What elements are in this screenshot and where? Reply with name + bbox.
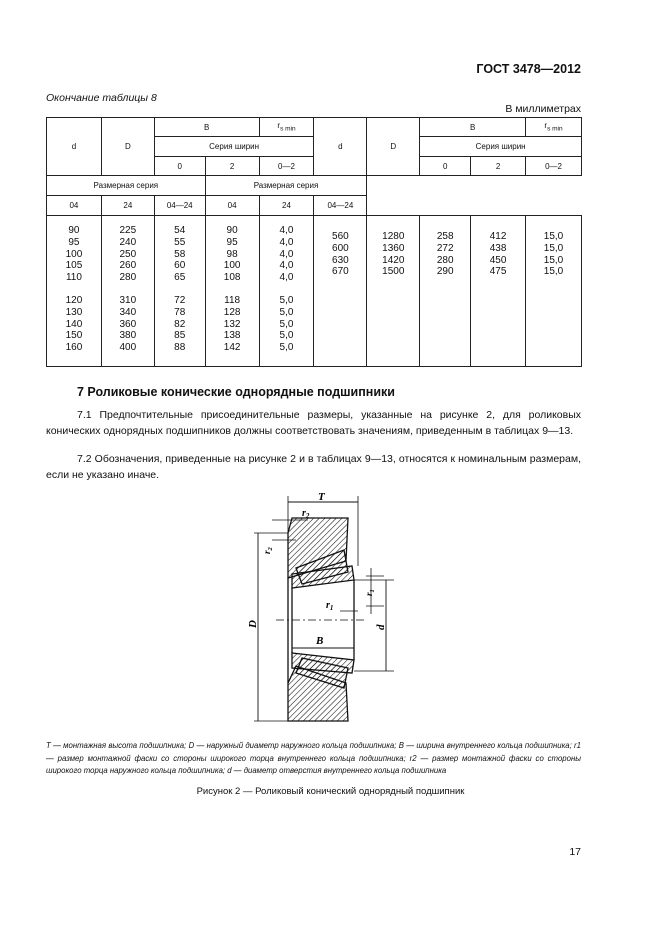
right-col-d bbox=[367, 216, 420, 367]
cell-value: 438 bbox=[489, 242, 507, 254]
cell-value: 400 bbox=[119, 342, 137, 354]
cell-value: 272 bbox=[436, 242, 454, 254]
cell-value: 560 bbox=[332, 231, 349, 242]
paragraph-7-2: 7.2 Обозначения, приведенные на рисунке 2 и в таблицах 9—13, относятся к номинальным размерам, если не указано иначе. bbox=[46, 453, 581, 481]
cell-value: 128 bbox=[223, 306, 241, 318]
section-title: 7 Роликовые конические однорядные подшипники bbox=[77, 385, 395, 399]
paragraph-7-1: 7.1 Предпочтительные присоединительные размеры, указанные на рисунке 2, для роликовых конических однорядных подшипников должны соответствовать значениям, приведенным в таблицах 9—13. bbox=[46, 409, 581, 437]
cell-value: 340 bbox=[119, 306, 137, 318]
label-B: B bbox=[316, 635, 324, 647]
label-d: d bbox=[375, 624, 387, 630]
cell-value: 4,0 bbox=[279, 236, 294, 248]
cell-value: 250 bbox=[119, 248, 137, 260]
label-r2: $r_2$ bbox=[302, 508, 310, 520]
cell-value: 120 bbox=[65, 294, 83, 306]
width-2-right: 2 bbox=[471, 157, 526, 176]
header-B-right: B bbox=[420, 118, 526, 137]
dim-series-1: 24 bbox=[101, 196, 154, 216]
cell-value: 240 bbox=[119, 236, 137, 248]
cell-value: 118 bbox=[224, 294, 241, 306]
cell-value: 98 bbox=[226, 248, 238, 260]
header-d: d bbox=[47, 118, 102, 176]
header-dim-series-right: Размерная серия bbox=[205, 176, 367, 196]
cell-value: 150 bbox=[65, 330, 83, 342]
cell-value: 142 bbox=[223, 342, 241, 354]
cell-value: 82 bbox=[174, 318, 186, 330]
header-dim-series: Размерная серия bbox=[47, 176, 206, 196]
cell-value: 72 bbox=[174, 294, 186, 306]
cell-value: 100 bbox=[223, 260, 241, 272]
cell-value: 1420 bbox=[382, 254, 405, 266]
cell-value: 15,0 bbox=[543, 266, 564, 278]
tapered-roller-bearing-drawing bbox=[236, 488, 406, 728]
header-rs-min-right: $r_{s min}$ bbox=[526, 118, 582, 137]
cell-value: 280 bbox=[119, 272, 137, 284]
label-r1: $r_1$ bbox=[326, 600, 334, 612]
document-code: ГОСТ 3478—2012 bbox=[476, 62, 581, 76]
cell-value: 5,0 bbox=[279, 330, 294, 342]
right-col-b04 bbox=[420, 216, 471, 367]
table-continuation-caption: Окончание таблицы 8 bbox=[46, 92, 157, 104]
cell-value: 258 bbox=[436, 231, 454, 242]
right-col-d bbox=[314, 216, 367, 367]
cell-value: 1280 bbox=[382, 231, 405, 242]
cell-value: 132 bbox=[223, 318, 241, 330]
dimensions-table bbox=[46, 117, 582, 367]
cell-value: 78 bbox=[174, 306, 186, 318]
cell-value: 160 bbox=[65, 342, 83, 354]
cell-value: 95 bbox=[68, 236, 80, 248]
cell-value: 85 bbox=[174, 330, 186, 342]
dim-series-right-1: 24 bbox=[259, 196, 314, 216]
cell-value: 105 bbox=[65, 260, 83, 272]
cell-value: 4,0 bbox=[279, 272, 294, 284]
cell-value: 58 bbox=[174, 248, 186, 260]
cell-value: 5,0 bbox=[279, 342, 294, 354]
cell-value: 290 bbox=[436, 266, 454, 278]
cell-value: 412 bbox=[489, 231, 507, 242]
cell-value: 260 bbox=[119, 260, 137, 272]
cell-value: 380 bbox=[119, 330, 137, 342]
cell-value: 60 bbox=[174, 260, 186, 272]
left-col-b04 bbox=[154, 216, 205, 367]
cell-value: 1360 bbox=[382, 242, 405, 254]
width-2: 2 bbox=[205, 157, 259, 176]
cell-value: 15,0 bbox=[543, 231, 564, 242]
header-width-series: Серия ширин bbox=[154, 137, 314, 157]
figure-caption: Рисунок 2 — Роликовый конический однорядный подшипник bbox=[196, 786, 465, 797]
left-col-b24 bbox=[205, 216, 259, 367]
cell-value: 5,0 bbox=[279, 294, 294, 306]
cell-value: 670 bbox=[332, 266, 349, 278]
right-col-b24 bbox=[471, 216, 526, 367]
cell-value: 95 bbox=[226, 236, 238, 248]
cell-value: 280 bbox=[436, 254, 454, 266]
cell-value: 600 bbox=[332, 242, 349, 254]
dim-series-right-0: 04 bbox=[205, 196, 259, 216]
header-rs-min: $r_{s min}$ bbox=[259, 118, 314, 137]
cell-value: 88 bbox=[174, 342, 186, 354]
cell-value: 4,0 bbox=[279, 260, 294, 272]
cell-value: 54 bbox=[174, 225, 186, 236]
cell-value: 90 bbox=[226, 225, 238, 236]
width-0: 0 bbox=[154, 157, 205, 176]
figure-legend: T — монтажная высота подшипника; D — наружный диаметр наружного кольца подшипника; B — ширина внутреннего кольца подшипника; r1 — размер монтажной фаски со стороны широкого торца внутреннего кольца подшипника; r2 — размер монтажной фаски со стороны широкого торца наружного кольца подшипника; d — диаметр отверстия внутреннего кольца подшипника bbox=[46, 741, 581, 775]
cell-value: 360 bbox=[119, 318, 137, 330]
cell-value: 138 bbox=[223, 330, 241, 342]
cell-value: 450 bbox=[489, 254, 507, 266]
header-B: B bbox=[154, 118, 259, 137]
cell-value: 475 bbox=[489, 266, 507, 278]
page-number: 17 bbox=[569, 846, 581, 858]
cell-value: 225 bbox=[119, 225, 137, 236]
cell-value: 4,0 bbox=[279, 248, 294, 260]
label-r2-side: $r_2$ bbox=[262, 547, 274, 554]
cell-value: 630 bbox=[332, 254, 349, 266]
table-units: В миллиметрах bbox=[505, 103, 581, 115]
cell-value: 140 bbox=[65, 318, 83, 330]
left-col-d bbox=[47, 216, 102, 367]
cell-value: 55 bbox=[174, 236, 186, 248]
left-col-r bbox=[259, 216, 314, 367]
dim-series-0: 04 bbox=[47, 196, 102, 216]
width-0-right: 0 bbox=[420, 157, 471, 176]
cell-value: 5,0 bbox=[279, 318, 294, 330]
cell-value: 65 bbox=[174, 272, 186, 284]
right-col-r bbox=[526, 216, 582, 367]
cell-value: 110 bbox=[65, 272, 82, 284]
label-r1-side: $r_1$ bbox=[364, 589, 376, 596]
width-0-2-right: 0—2 bbox=[526, 157, 582, 176]
cell-value: 1500 bbox=[382, 266, 405, 278]
cell-value: 130 bbox=[65, 306, 83, 318]
cell-value: 108 bbox=[223, 272, 241, 284]
header-width-series-right: Серия ширин bbox=[420, 137, 582, 157]
label-D: D bbox=[247, 620, 259, 628]
cell-value: 4,0 bbox=[279, 225, 294, 236]
dim-series-right-2: 04—24 bbox=[314, 196, 367, 216]
width-0-2: 0—2 bbox=[259, 157, 314, 176]
cell-value: 15,0 bbox=[543, 242, 564, 254]
label-T: T bbox=[318, 491, 325, 503]
header-D: D bbox=[101, 118, 154, 176]
dim-series-2: 04—24 bbox=[154, 196, 205, 216]
header-d-right: d bbox=[314, 118, 367, 176]
cell-value: 15,0 bbox=[543, 254, 564, 266]
header-D-right: D bbox=[367, 118, 420, 176]
cell-value: 100 bbox=[65, 248, 83, 260]
left-col-d bbox=[101, 216, 154, 367]
cell-value: 90 bbox=[68, 225, 80, 236]
cell-value: 310 bbox=[119, 294, 137, 306]
cell-value: 5,0 bbox=[279, 306, 294, 318]
